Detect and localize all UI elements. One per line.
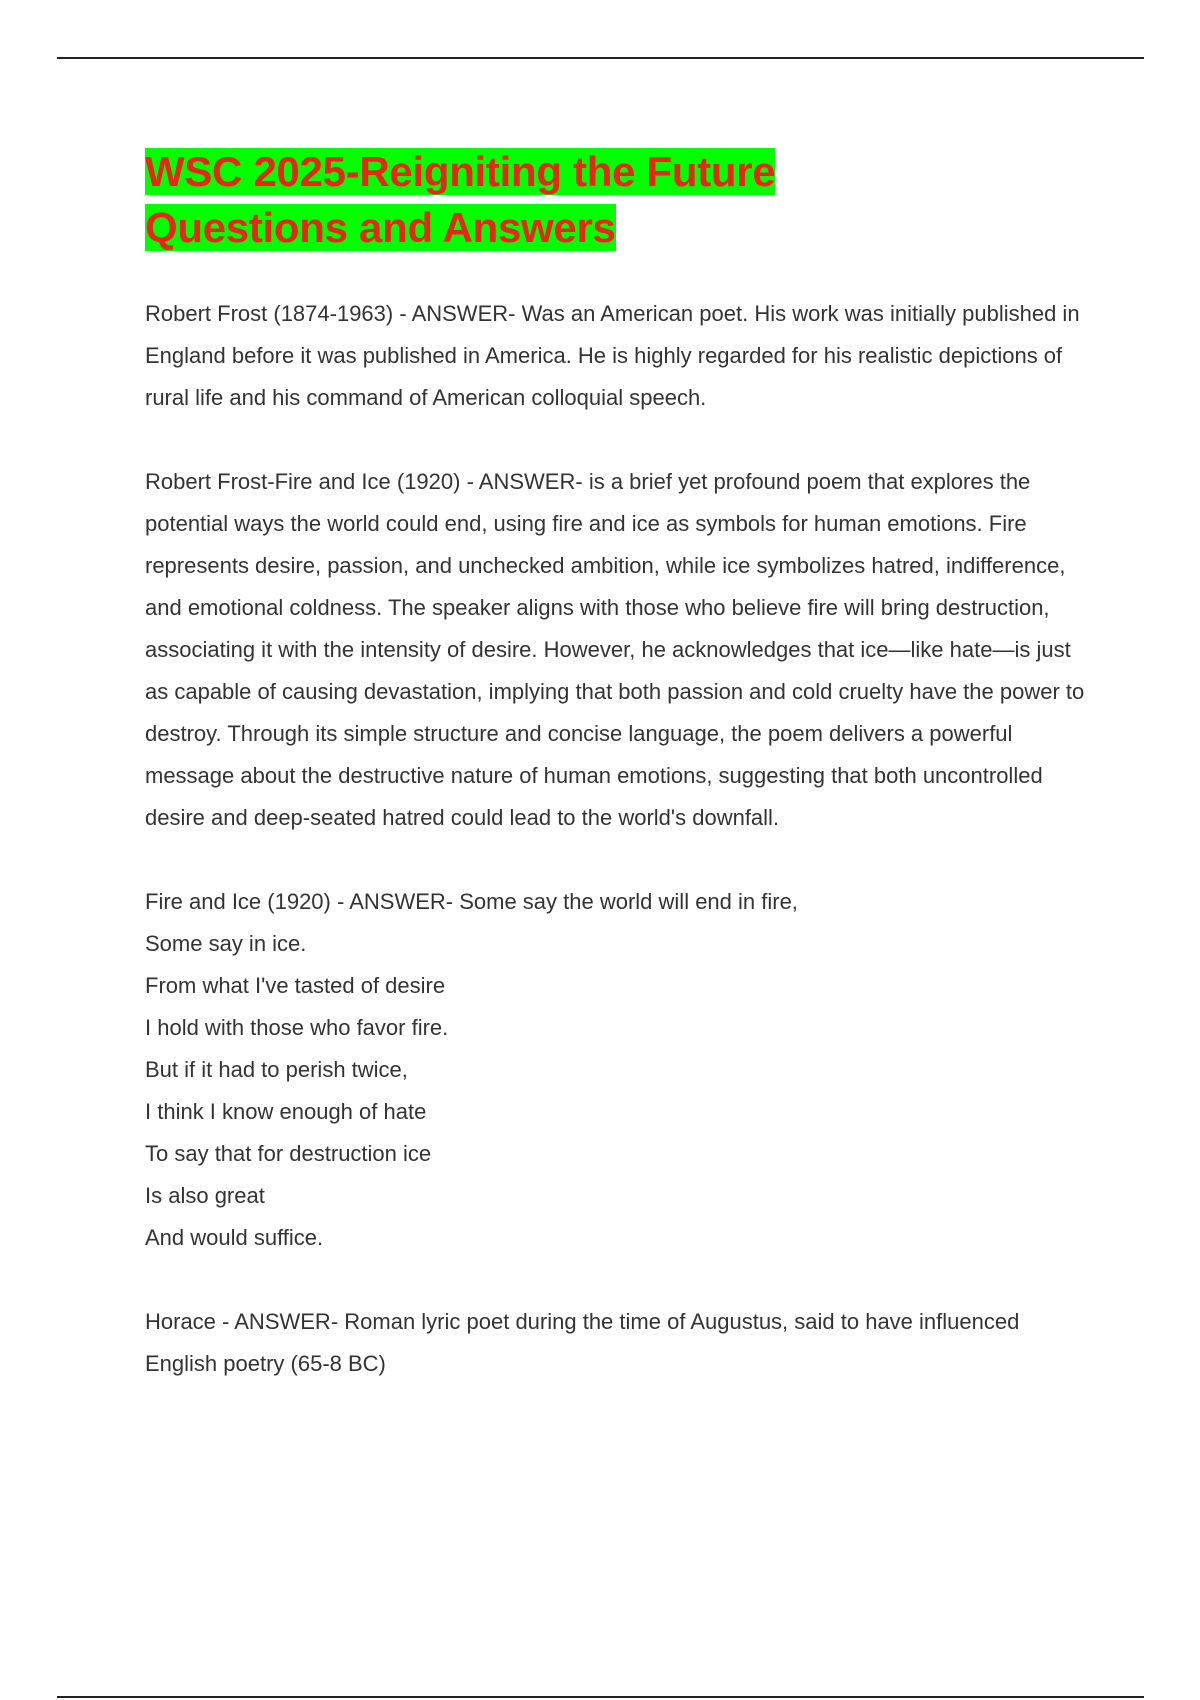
- poem-line: I think I know enough of hate: [145, 1099, 427, 1124]
- document-title: [145, 144, 1085, 256]
- title-line-2: Questions and Answers: [145, 204, 616, 251]
- qa-entry-fire-and-ice-poem: [145, 881, 1085, 1259]
- qa-entry-horace: [145, 1301, 1085, 1385]
- entry-answer: Was an American poet. His work was initially published in England before it was published in America. He is highly regarded for his realistic depictions of rural life and his command of American colloquial speech.: [145, 301, 1086, 410]
- entry-term: Fire and Ice (1920): [145, 889, 331, 914]
- poem-line: From what I've tasted of desire: [145, 973, 446, 998]
- entry-term: Horace: [145, 1309, 216, 1334]
- entry-answer: is a brief yet profound poem that explores the potential ways the world could end, using fire and ice as symbols for human emotions. Fire represents desire, passion, and unchecked ambition, while ice symbolizes hatred, indifference, and emotional coldness. The speaker aligns with those who believe fire will bring destruction, associating it with the intensity of desire. However, he acknowledges that ice—like hate—is just as capable of causing devastation, implying that both passion and cold cruelty have the power to destroy. Through its simple structure and concise language, the poem delivers a powerful message about the destructive nature of human emotions, suggesting that both uncontrolled desire and deep-seated hatred could lead to the world's downfall.: [145, 469, 1091, 830]
- poem-line: Is also great: [145, 1183, 265, 1208]
- entry-term: Robert Frost (1874-1963): [145, 301, 394, 326]
- qa-entry-robert-frost: [145, 293, 1085, 419]
- poem-line: Some say the world will end in fire,: [459, 889, 798, 914]
- poem-line: To say that for destruction ice: [145, 1141, 432, 1166]
- entry-term: Robert Frost-Fire and Ice (1920): [145, 469, 461, 494]
- entry-answer-marker: - ANSWER-: [215, 1309, 345, 1334]
- bottom-rule: [57, 1696, 1144, 1698]
- entry-answer-marker: - ANSWER-: [460, 469, 589, 494]
- entry-answer-marker: - ANSWER-: [330, 889, 460, 914]
- poem-line: And would suffice.: [145, 1225, 324, 1250]
- title-line-1: WSC 2025-Reigniting the Future: [145, 148, 776, 195]
- entry-answer-marker: - ANSWER-: [393, 301, 522, 326]
- poem-line: But if it had to perish twice,: [145, 1057, 408, 1082]
- entry-answer: Roman lyric poet during the time of Augustus, said to have influenced English poetry (65-8 BC): [145, 1309, 1026, 1376]
- top-rule: [57, 57, 1144, 59]
- document-body: [145, 144, 1091, 1427]
- poem-line: I hold with those who favor fire.: [145, 1015, 449, 1040]
- qa-entry-fire-and-ice-analysis: [145, 461, 1091, 839]
- poem-line: Some say in ice.: [145, 931, 307, 956]
